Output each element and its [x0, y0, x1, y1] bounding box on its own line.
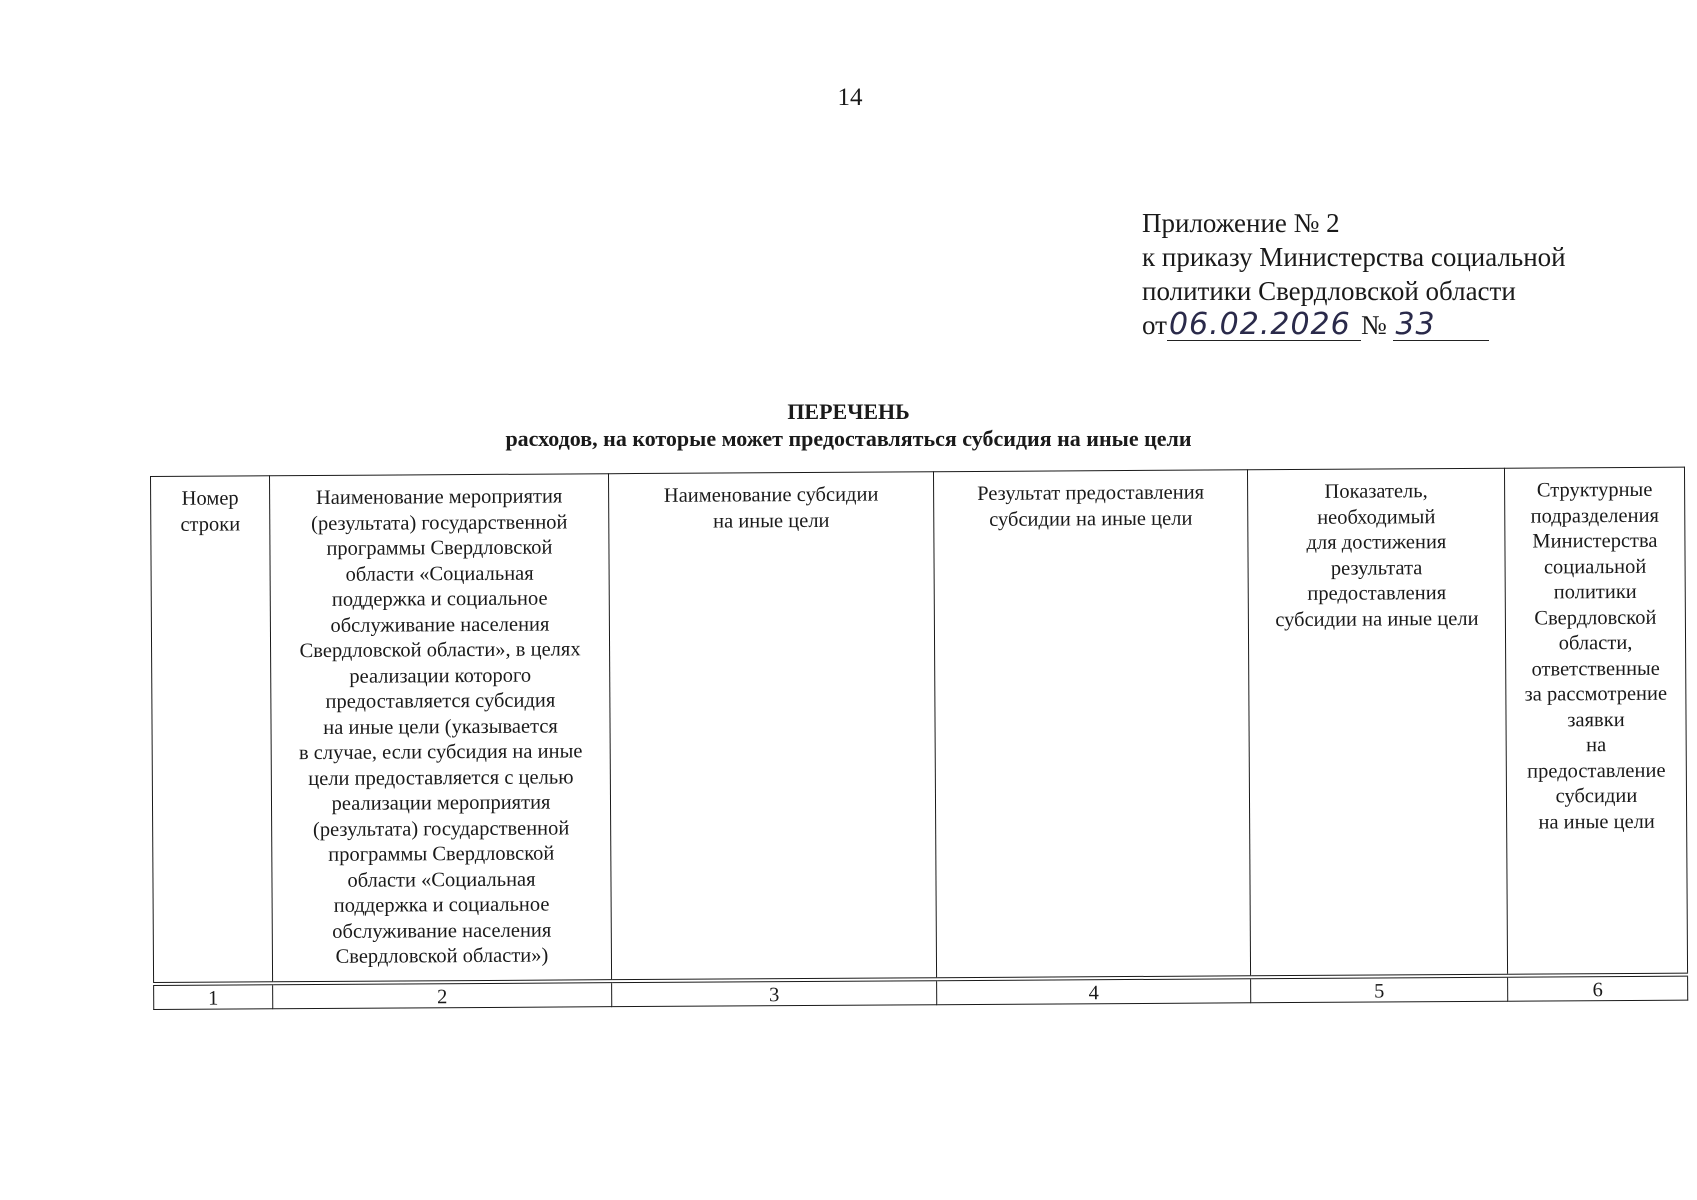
header-indicator: Показатель, необходимый для достижения результата предоставления субсидии на иные цели — [1247, 468, 1507, 977]
header-subsidy-result: Результат предоставления субсидии на иные цели — [933, 470, 1250, 979]
header-program-activity: Наименование мероприятия (результата) государственной программы Свердловской области «Социальная поддержка и социальное обслуживание населения Свердловской области», в целях реализации которого предоставляется субсидия на иные цели (указывается в случае, если субсидия на иные цели предоставляется с целью реализации мероприятия (результата) государственной программы Свердловской области «Социальная поддержка и социальное обслуживание населения Свердловской области») — [270, 474, 612, 984]
expenses-table-wrapper — [150, 467, 1668, 1010]
table-header-row — [151, 467, 1688, 984]
document-title — [0, 398, 1697, 452]
page-number: 14 — [837, 84, 863, 111]
column-number: 1 — [154, 983, 273, 1009]
appendix-date-number — [1142, 308, 1566, 342]
number-label: № — [1360, 310, 1387, 340]
column-number: 2 — [273, 981, 612, 1009]
column-number: 5 — [1251, 976, 1508, 1003]
appendix-order-ref: к приказу Министерства социальной — [1142, 242, 1566, 272]
handwritten-number: 33 — [1393, 310, 1489, 341]
column-number: 4 — [937, 977, 1251, 1004]
column-number: 6 — [1508, 975, 1688, 1002]
header-subsidy-name: Наименование субсидии на иные цели — [608, 472, 936, 981]
appendix-title: Приложение № 2 — [1142, 208, 1340, 238]
header-responsible-units: Структурные подразделения Министерства социальной политики Свердловской области, ответственные за рассмотрение заявки на предоставление субсидии на иные цели — [1504, 467, 1687, 976]
from-label: от — [1142, 310, 1167, 340]
handwritten-date: 06.02.2026 — [1167, 310, 1361, 341]
column-number: 3 — [612, 979, 937, 1006]
appendix-ministry: политики Свердловской области — [1142, 276, 1516, 306]
header-row-number: Номер строки — [151, 476, 273, 984]
title-subheading: расходов, на которые может предоставляться субсидия на иные цели — [505, 426, 1192, 451]
title-heading: ПЕРЕЧЕНЬ — [787, 399, 910, 424]
expenses-table — [150, 467, 1688, 1010]
appendix-block — [1142, 206, 1566, 342]
